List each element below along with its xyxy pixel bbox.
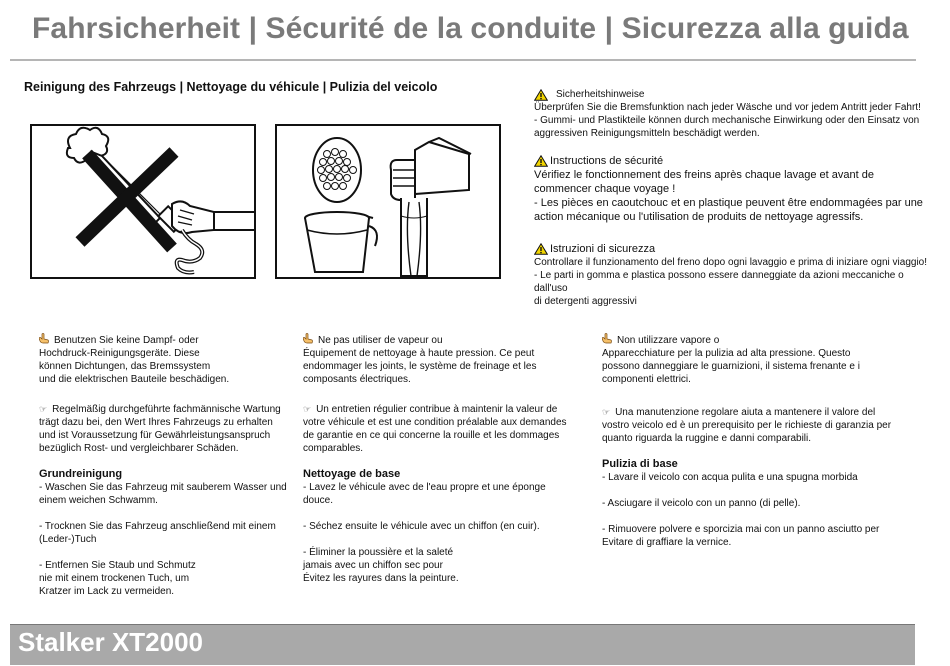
pointing-hand-icon — [39, 333, 50, 344]
section-subtitle: Reinigung des Fahrzeugs | Nettoyage du véhicule | Pulizia del veicolo — [24, 80, 438, 94]
steam-cleaning-prohibited-svg — [32, 126, 254, 277]
sponge-bucket-cloth-svg — [277, 126, 499, 277]
safety-heading-de: Sicherheitshinweise — [556, 89, 645, 100]
basic-line: jamais avec un chiffon sec pour — [303, 560, 443, 571]
safety-line: di detergenti aggressivi — [534, 296, 637, 307]
warning-line: composants électriques. — [303, 374, 411, 385]
safety-line: commencer chaque voyage ! — [534, 183, 676, 195]
basic-cleaning-heading: Grundreinigung — [39, 468, 123, 480]
safety-heading-fr-row — [534, 154, 929, 168]
basic-line: - Trocknen Sie das Fahrzeug anschließend mit einem — [39, 521, 276, 532]
warning-line: possono danneggiare le guarnizioni, il sistema frenante e i — [602, 361, 860, 372]
column-de — [39, 333, 299, 598]
safety-line: aggressiven Reinigungsmitteln beschädigt werden. — [534, 128, 760, 139]
basic-line: Evitare di graffiare la vernice. — [602, 537, 732, 548]
warning-triangle-icon — [534, 155, 548, 167]
warning-line: Benutzen Sie keine Dampf- oder — [39, 333, 299, 347]
safety-line: - Le parti in gomma e plastica possono essere danneggiate da azioni meccaniche o dall'uso — [534, 270, 904, 294]
warning-triangle-icon — [534, 243, 548, 255]
safety-line: action mécanique ou l'utilisation de produits de nettoyage agressifs. — [534, 211, 864, 223]
sponge-bucket-cloth-illustration — [275, 124, 501, 279]
safety-notes-it — [534, 242, 929, 308]
maintenance-line: ☞ Regelmäßig durchgeführte fachmännische Wartung — [39, 404, 281, 415]
safety-line: Vérifiez le fonctionnement des freins après chaque lavage et avant de — [534, 169, 874, 181]
warning-line: Non utilizzare vapore o — [602, 333, 902, 347]
pointer-hand-icon: ☞ — [39, 404, 48, 414]
warning-line: Apparecchiature per la pulizia ad alta pressione. Questo — [602, 348, 851, 359]
warning-line: componenti elettrici. — [602, 374, 691, 385]
warning-line: können Dichtungen, das Bremssystem — [39, 361, 211, 372]
basic-line: - Waschen Sie das Fahrzeug mit sauberem Wasser und — [39, 482, 287, 493]
maintenance-line: de garantie en ce qui concerne la rouille et les dommages — [303, 430, 560, 441]
maintenance-line: bezüglich Rost- und vergleichbarer Schäden. — [39, 443, 239, 454]
safety-heading-it: Istruzioni di sicurezza — [550, 243, 656, 255]
safety-heading-fr: Instructions de sécurité — [550, 155, 664, 167]
pointer-hand-icon: ☞ — [602, 407, 611, 417]
steam-cleaning-prohibited-illustration — [30, 124, 256, 279]
basic-line: - Entfernen Sie Staub und Schmutz — [39, 560, 196, 571]
product-name: Stalker XT2000 — [18, 627, 204, 657]
basic-line: - Éliminer la poussière et la saleté — [303, 547, 454, 558]
basic-line: Kratzer im Lack zu vermeiden. — [39, 586, 175, 597]
safety-line: - Les pièces en caoutchouc et en plastique peuvent être endommagées par une — [534, 197, 923, 209]
basic-line: - Rimuovere polvere e sporcizia mai con un panno asciutto per — [602, 524, 880, 535]
basic-line: einem weichen Schwamm. — [39, 495, 158, 506]
basic-line: - Séchez ensuite le véhicule avec un chiffon (en cuir). — [303, 521, 540, 532]
maintenance-line: vostro veicolo ed è un prerequisito per le richieste di garanzia per — [602, 420, 892, 431]
maintenance-line: comparables. — [303, 443, 364, 454]
title-divider — [10, 59, 916, 61]
maintenance-line: und ist Voraussetzung für Gewährleistungsanspruch — [39, 430, 271, 441]
basic-line: - Lavez le véhicule avec de l'eau propre et une éponge — [303, 482, 546, 493]
basic-line: - Asciugare il veicolo con un panno (di pelle). — [602, 498, 801, 509]
maintenance-line: ☞ Un entretien régulier contribue à maintenir la valeur de — [303, 404, 558, 415]
warning-line: endommager les joints, le système de freinage et les — [303, 361, 537, 372]
safety-line: Überprüfen Sie die Bremsfunktion nach jeder Wäsche und vor jedem Antritt jeder Fahrt! — [534, 102, 921, 113]
warning-line: und die elektrischen Bauteile beschädigen. — [39, 374, 230, 385]
safety-notes-de — [534, 88, 929, 140]
pointer-hand-icon: ☞ — [303, 404, 312, 414]
basic-line: nie mit einem trockenen Tuch, um — [39, 573, 190, 584]
warning-line: Ne pas utiliser de vapeur ou — [303, 333, 578, 347]
safety-line: Controllare il funzionamento del freno dopo ogni lavaggio e prima di iniziare ogni viaggio! — [534, 257, 928, 268]
basic-cleaning-heading: Pulizia di base — [602, 458, 678, 470]
safety-notes-fr — [534, 154, 929, 224]
basic-line: (Leder-)Tuch — [39, 534, 97, 545]
pointing-hand-icon — [602, 333, 613, 344]
basic-line: - Lavare il veicolo con acqua pulita e una spugna morbida — [602, 472, 858, 483]
safety-heading-de-row — [534, 88, 929, 101]
basic-line: Évitez les rayures dans la peinture. — [303, 573, 459, 584]
warning-line: Équipement de nettoyage à haute pression. Ce peut — [303, 348, 535, 359]
column-fr — [303, 333, 578, 585]
page-title: Fahrsicherheit | Sécurité de la conduite | Sicurezza alla guida — [32, 12, 909, 45]
warning-triangle-icon — [534, 89, 548, 101]
basic-cleaning-heading: Nettoyage de base — [303, 468, 401, 480]
maintenance-line: quanto riguarda la ruggine e danni comparabili. — [602, 433, 812, 444]
maintenance-line: votre véhicule et est une condition préalable aux demandes — [303, 417, 567, 428]
pointing-hand-icon — [303, 333, 314, 344]
maintenance-line: trägt dazu bei, den Wert Ihres Fahrzeugs zu erhalten — [39, 417, 273, 428]
safety-heading-it-row — [534, 242, 929, 256]
column-it — [602, 333, 902, 549]
maintenance-line: ☞ Una manutenzione regolare aiuta a mantenere il valore del — [602, 407, 876, 418]
safety-line: - Gummi- und Plastikteile können durch mechanische Einwirkung oder den Einsatz von — [534, 115, 920, 126]
warning-line: Hochdruck-Reinigungsgeräte. Diese — [39, 348, 200, 359]
basic-line: douce. — [303, 495, 334, 506]
